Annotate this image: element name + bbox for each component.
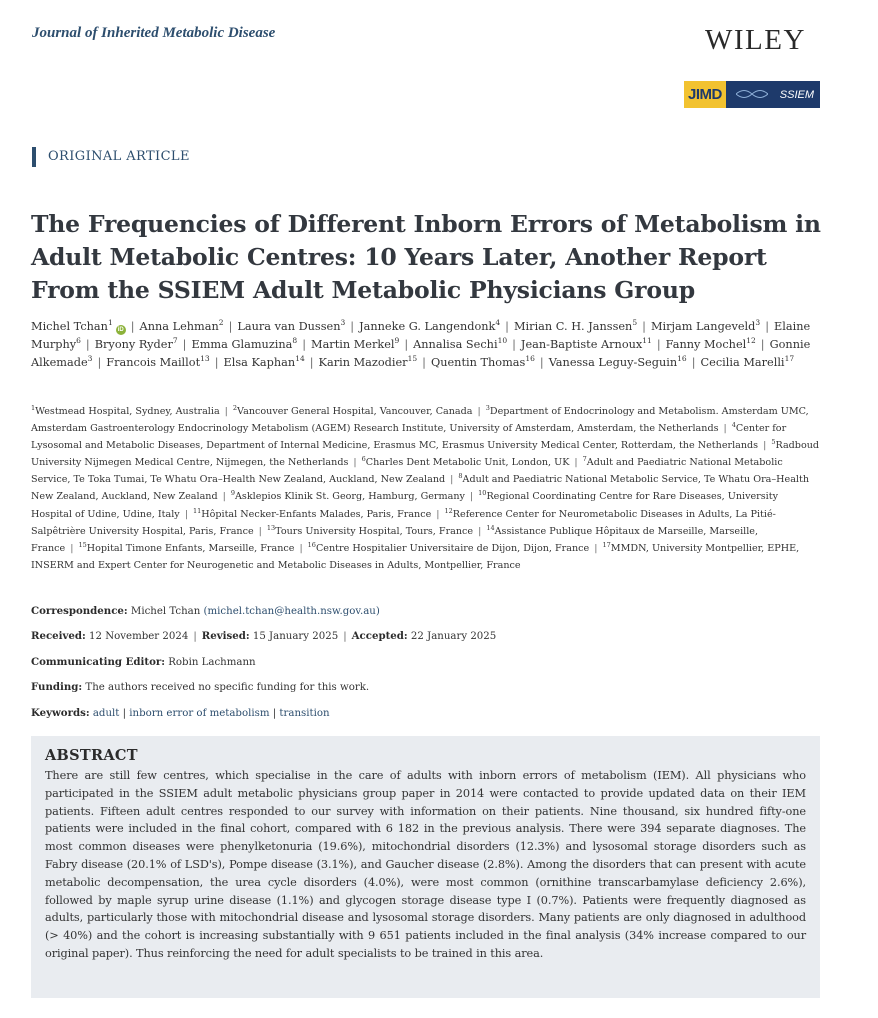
author-affiliation-number: 1 <box>107 318 113 328</box>
affiliation-item: $^5$Radboud University Nijmegen Medical Centre, Nijmegen, the Netherlands <box>31 438 820 469</box>
article-title: The Frequencies of Different Inborn Errors of Metabolism in Adult Metabolic Centres: 10 Years Later, Another Report From the SSIEM Adult Metabolic Physicians Group <box>31 210 821 304</box>
affiliation-list <box>31 403 821 574</box>
affiliation-item: $^{10}$Regional Coordinating Centre for Rare Diseases, University Hospital of Udine, Udine, Italy <box>31 489 779 520</box>
author-separator: | <box>350 320 355 333</box>
jimd-ssiem-logo[interactable] <box>684 81 820 108</box>
correspondence-label: Correspondence: <box>31 605 128 617</box>
abstract-text: There are still few centres, which specialise in the care of adults with inborn errors of metabolism (IEM). All physicians who participated in the SSIEM adult metabolic physicians group paper in 2014 were contacted to provide updated data on their IEM patients. Fifteen adult centres responded to our survey with information on their patients. Nine thousand, six hundred fifty-one patients were included in the final cohort, compared with 6 182 in the previous analysis. There were 394 separate diagnoses. The most common diseases were phenylketonuria (19.6%), mitochondrial disorders (12.3%) and lysosomal storage disorders such as Fabry disease (20.1% of LSD's), Pompe disease (3.1%), and Gaucher disease (2.8%). Among the disorders that can present with acute metabolic decompensation, the urea cycle disorders (4.0%), were most common (ornithine transcarbamylase deficiency 2.6%), followed by maple syrup urine disease (1.1%) and glycogen storage disease type I (0.7%). Patients were frequently diagnosed as adults, particularly those with mitochondrial disease and lysosomal storage disorders. Many patients are only diagnosed in adulthood (> 40%) and the cohort is increasing substantially with 9 651 patients included in the final analysis (34% increase compared to our original paper). Thus reinforcing the need for adult specialists to be trained in this area. <box>45 769 806 960</box>
author-name[interactable]: Martin Merkel$^9$ <box>311 336 400 351</box>
article-type-label: ORIGINAL ARTICLE <box>32 147 190 167</box>
author-affiliation-number: 11 <box>642 336 652 346</box>
accepted-label: Accepted: <box>351 630 408 642</box>
author-affiliation-number: 13 <box>200 354 210 364</box>
affiliation-separator: | <box>436 508 440 520</box>
author-affiliation-number: 2 <box>218 318 224 328</box>
keywords-line <box>31 706 831 721</box>
affiliation-number: 17 <box>602 540 611 549</box>
dna-helix-icon <box>736 87 768 101</box>
affiliation-separator: | <box>184 508 188 520</box>
author-affiliation-number: 6 <box>76 336 81 346</box>
keyword-separator: | <box>269 708 280 719</box>
affiliation-item: $^{14}$Assistance Publique Hôpitaux de Marseille, Marseille, France <box>31 523 759 554</box>
author-name[interactable]: Mirjam Langeveld$^3$ <box>650 318 761 333</box>
affiliation-item: $^4$Center for Lysosomal and Metabolic Diseases, Department of Internal Medicine, Erasmus MC, Erasmus University Medical Center, Rotterdam, the Netherlands <box>31 420 787 452</box>
author-separator: | <box>656 338 661 351</box>
author-separator: | <box>214 356 219 369</box>
author-list <box>31 318 831 372</box>
author-name[interactable]: Mirian C. H. Janssen$^5$ <box>513 318 638 333</box>
correspondence-name: Michel Tchan <box>130 606 201 617</box>
revised-date: 15 January 2025 <box>252 631 339 642</box>
author-name[interactable]: Francois Maillot$^{13}$ <box>106 354 210 369</box>
author-separator: | <box>539 356 544 369</box>
affiliation-separator: | <box>353 457 357 469</box>
affiliation-item: $^{17}$MMDN, University Montpellier, EPHE, INSERM and Expert Center for Neurogenetic and Metabolic Diseases in Adults, Montpellier, France <box>31 540 800 571</box>
author-name[interactable]: Jean-Baptiste Arnoux$^{11}$ <box>520 336 652 351</box>
author-separator: | <box>765 320 769 333</box>
affiliation-separator: | <box>478 525 482 537</box>
editor-line <box>31 655 831 670</box>
author-name[interactable]: Quentin Thomas$^{16}$ <box>430 354 535 369</box>
author-name[interactable]: Gonnie Alkemade$^3$ <box>31 338 811 369</box>
author-name[interactable]: Laura van Dussen$^3$ <box>237 318 346 333</box>
affiliation-item: $^3$Department of Endocrinology and Metabolism. Amsterdam UMC, Amsterdam Gastroenterology Endocrinology Metabolism (AGEM) Research Institute, University of Amsterdam, Amsterdam, the Netherlands <box>31 403 809 435</box>
affiliation-number: 6 <box>361 455 366 464</box>
correspondence-line <box>31 604 831 619</box>
affiliation-separator: | <box>70 542 74 554</box>
affiliation-separator: | <box>258 525 262 537</box>
affiliation-number: 2 <box>232 403 238 412</box>
affiliation-number: 7 <box>582 455 587 464</box>
dates-line: Received: 12 November 2024 | Revised: 15 January 2025 | Accepted: 22 January 2025 <box>31 630 497 642</box>
author-affiliation-number: 5 <box>632 318 638 328</box>
author-name[interactable]: Fanny Mochel$^{12}$ <box>665 336 756 351</box>
affiliation-separator: | <box>222 491 226 503</box>
author-affiliation-number: 12 <box>746 336 756 346</box>
affiliation-separator: | <box>723 423 727 435</box>
publisher-logo[interactable]: WILEY <box>705 24 806 56</box>
orcid-icon[interactable]: iD <box>117 327 124 333</box>
author-affiliation-number: 17 <box>784 354 795 364</box>
affiliation-number: 5 <box>771 438 776 446</box>
abstract-box <box>31 736 820 998</box>
abstract-heading: ABSTRACT <box>45 747 138 764</box>
author-affiliation-number: 4 <box>495 318 501 328</box>
author-separator: | <box>512 338 516 351</box>
affiliation-item: $^{15}$Hopital Timone Enfants, Marseille, France <box>78 540 295 554</box>
author-name[interactable]: Karin Mazodier$^{15}$ <box>318 354 418 369</box>
author-separator: | <box>691 356 696 369</box>
affiliation-number: 16 <box>307 540 316 549</box>
affiliation-item: $^1$Westmead Hospital, Sydney, Australia <box>31 403 220 417</box>
affiliation-item: $^9$Asklepios Klinik St. Georg, Hamburg, Germany <box>230 489 465 503</box>
keyword-link[interactable]: transition <box>279 708 330 719</box>
accepted-date: 22 January 2025 <box>410 631 497 642</box>
affiliation-number: 1 <box>31 403 36 412</box>
author-separator: | <box>760 338 765 351</box>
jimd-logo-text: JIMD <box>684 81 726 108</box>
author-affiliation-number: 9 <box>394 336 400 346</box>
keyword-link[interactable]: inborn error of metabolism <box>129 708 270 719</box>
affiliation-number: 3 <box>485 403 490 412</box>
revised-label: Revised: <box>201 630 250 642</box>
author-affiliation-number: 3 <box>340 318 346 328</box>
affiliation-item: $^{16}$Centre Hospitalier Universitaire de Dijon, Dijon, France <box>307 540 590 554</box>
author-name[interactable]: Michel Tchan$^1$iD <box>31 318 124 333</box>
affiliation-item: $^{13}$Tours University Hospital, Tours, France <box>266 523 474 537</box>
author-separator: | <box>97 356 102 369</box>
affiliation-separator: | <box>450 474 454 486</box>
affiliation-item: $^7$Adult and Paediatric National Metabolic Service, Te Toka Tumai, Te Whatu Ora–Health New Zealand, Auckland, New Zealand <box>31 455 783 486</box>
author-separator: | <box>302 338 306 351</box>
keyword-list <box>93 708 330 719</box>
author-name[interactable]: Emma Glamuzina$^8$ <box>191 336 298 351</box>
author-name[interactable]: Bryony Ryder$^7$ <box>94 336 178 351</box>
affiliation-item: $^{12}$Reference Center for Neurometabolic Diseases in Adults, La Pitié-Salpêtrière University Hospital, Paris, France <box>31 506 776 537</box>
keywords-label: Keywords: <box>31 707 90 719</box>
author-affiliation-number: 14 <box>295 354 305 364</box>
affiliation-separator: | <box>477 406 481 417</box>
author-separator: | <box>130 320 135 333</box>
funding-text: The authors received no specific funding for this work. <box>85 682 370 693</box>
author-affiliation-number: 7 <box>172 336 178 346</box>
author-separator: | <box>228 320 233 333</box>
affiliation-separator: | <box>594 542 598 554</box>
journal-title[interactable]: Journal of Inherited Metabolic Disease <box>32 25 276 41</box>
affiliation-number: 13 <box>266 523 276 532</box>
funding-line <box>31 680 831 695</box>
author-separator: | <box>404 338 409 351</box>
author-name[interactable]: Cecilia Marelli$^{17}$ <box>700 354 795 369</box>
author-affiliation-number: 16 <box>525 354 535 364</box>
author-name[interactable]: Annalisa Sechi$^{10}$ <box>413 336 508 351</box>
affiliation-number: 14 <box>486 523 495 532</box>
author-separator: | <box>422 356 426 369</box>
author-affiliation-number: 3 <box>87 354 93 364</box>
affiliation-number: 4 <box>731 420 736 429</box>
author-separator: | <box>85 338 90 351</box>
affiliation-item: $^{11}$Hôpital Necker-Enfants Malades, Paris, France <box>192 506 432 520</box>
author-affiliation-number: 8 <box>292 336 298 346</box>
author-name[interactable]: Vanessa Leguy-Seguin$^{16}$ <box>548 354 687 369</box>
author-affiliation-number: 15 <box>407 354 418 364</box>
editor-name: Robin Lachmann <box>168 657 256 668</box>
affiliation-number: 8 <box>458 472 463 481</box>
affiliation-separator: | <box>469 491 474 503</box>
author-affiliation-number: 3 <box>755 318 761 328</box>
author-separator: | <box>309 356 314 369</box>
affiliation-number: 10 <box>478 489 487 498</box>
funding-label: Funding: <box>31 681 83 693</box>
affiliation-item: $^8$Adult and Paediatric National Metabolic Service, Te Whatu Ora–Health New Zealand, Auckland, New Zealand <box>31 472 810 503</box>
received-date: 12 November 2024 <box>89 631 189 642</box>
author-affiliation-number: 10 <box>497 336 508 346</box>
editor-label: Communicating Editor: <box>31 656 165 668</box>
affiliation-number: 11 <box>192 506 202 515</box>
affiliation-item: $^6$Charles Dent Metabolic Unit, London, UK <box>361 455 570 469</box>
correspondence-email-link[interactable]: (michel.tchan@health.nsw.gov.au) <box>203 606 380 617</box>
author-name[interactable]: Elaine Murphy$^6$ <box>31 320 811 351</box>
author-affiliation-number: 16 <box>677 354 687 364</box>
affiliation-number: 9 <box>230 489 235 498</box>
ssiem-logo-text: SSIEM <box>779 88 814 101</box>
author-separator: | <box>182 338 187 351</box>
author-separator: | <box>505 320 509 333</box>
keyword-link[interactable]: adult <box>92 708 120 719</box>
keyword-separator: | <box>119 708 130 719</box>
author-name[interactable]: Janneke G. Langendonk$^4$ <box>359 318 501 333</box>
affiliation-number: 15 <box>78 540 87 549</box>
affiliation-separator: | <box>574 457 578 469</box>
author-name[interactable]: Elsa Kaphan$^{14}$ <box>223 354 305 369</box>
affiliation-separator: | <box>224 406 228 417</box>
author-separator: | <box>642 320 646 333</box>
affiliation-item: $^2$Vancouver General Hospital, Vancouver, Canada <box>232 403 473 417</box>
affiliation-separator: | <box>299 542 303 554</box>
received-label: Received: <box>31 630 86 642</box>
affiliation-separator: | <box>763 440 767 452</box>
author-name[interactable]: Anna Lehman$^2$ <box>139 318 224 333</box>
affiliation-number: 12 <box>444 506 453 515</box>
